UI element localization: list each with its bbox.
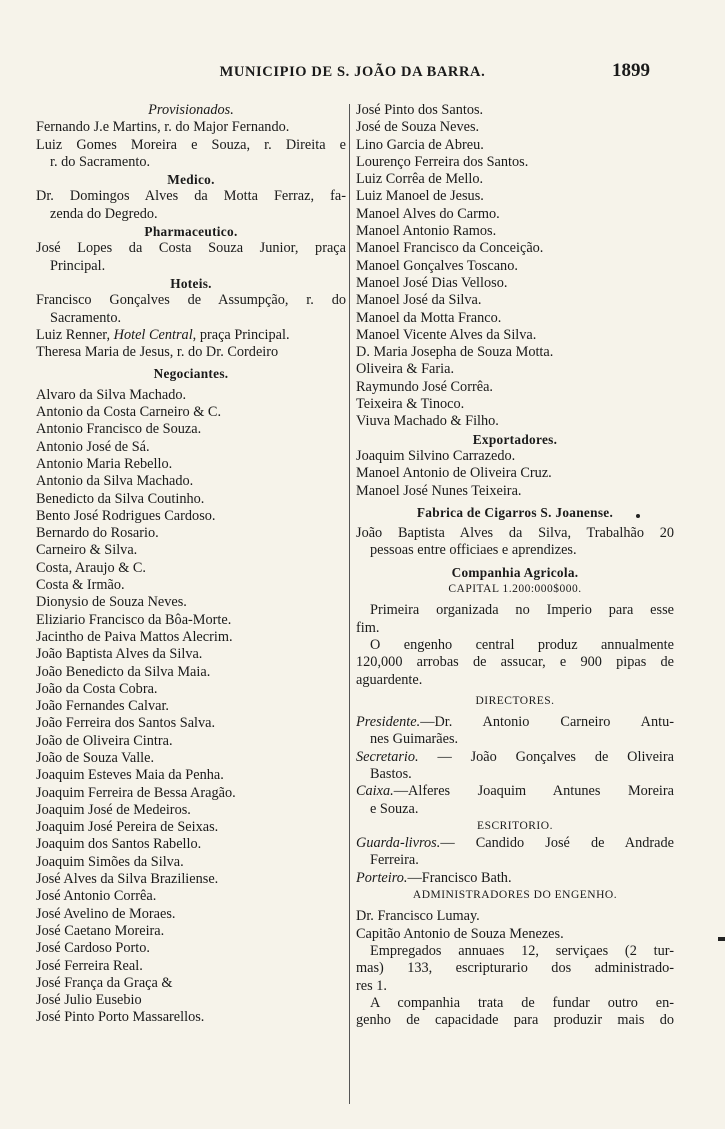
medico-entry-cont: zenda do Degredo. xyxy=(50,205,158,222)
negociante-entry: José Alves da Silva Braziliense. xyxy=(36,871,219,888)
paragraph-line: O engenho central produz annualmente xyxy=(370,636,674,653)
negociante-entry: Joaquim José Pereira de Seixas. xyxy=(36,819,219,836)
negociante-entry: José Ferreira Real. xyxy=(36,957,143,974)
page-title: MUNICIPIO DE S. JOÃO DA BARRA. xyxy=(219,64,486,80)
porteiro-name: —Francisco Bath. xyxy=(407,869,512,886)
caixa-label: Caixa. xyxy=(356,783,394,800)
left-column xyxy=(36,102,346,1027)
negociantes-list xyxy=(36,387,346,1027)
provisionado-entry: Luiz Gomes Moreira e Souza, r. Direita e xyxy=(36,136,346,153)
column-divider xyxy=(349,104,350,1104)
caixa-name: —Alferes Joaquim Antunes Moreira xyxy=(393,783,674,800)
negociantes-cont-list xyxy=(356,102,674,431)
presidente-entry-cont: nes Guimarães. xyxy=(370,731,459,748)
negociante-entry: Eliziario Francisco da Bôa-Morte. xyxy=(36,611,232,628)
hotel-name: Hotel Central xyxy=(113,326,193,343)
negociante-entry: Benedicto da Silva Coutinho. xyxy=(36,490,205,507)
provisionado-entry-cont: r. do Sacramento. xyxy=(50,153,151,170)
hoteis-heading: Hoteis. xyxy=(170,275,212,291)
paragraph-line: aguardente. xyxy=(356,671,423,688)
paragraph-line: Empregados annuaes 12, serviçaes (2 tur- xyxy=(370,942,674,959)
negociante-entry: Joaquim Simões da Silva. xyxy=(36,853,184,870)
negociante-entry: Antonio Francisco de Souza. xyxy=(36,421,202,438)
negociante-entry: Luiz Corrêa de Mello. xyxy=(356,171,484,188)
companhia-heading: Companhia Agricola. xyxy=(451,564,579,580)
negociante-entry: Bernardo do Rosario. xyxy=(36,525,159,542)
negociante-entry: Manoel Antonio Ramos. xyxy=(356,223,497,240)
provisionados-heading: Provisionados. xyxy=(148,102,234,118)
paragraph-line: fim. xyxy=(356,619,380,636)
exportador-entry: Manoel José Nunes Teixeira. xyxy=(356,482,522,499)
secretario-label: Secretario. xyxy=(356,748,419,765)
pharmaceutico-entry-cont: Principal. xyxy=(50,257,106,274)
fabrica-heading: Fabrica de Cigarros S. Joanense. xyxy=(416,504,614,520)
guarda-livros-label: Guarda-livros. xyxy=(356,835,441,852)
negociante-entry: Oliveira & Faria. xyxy=(356,361,455,378)
exportadores-heading: Exportadores. xyxy=(472,431,558,447)
exportadores-list xyxy=(356,448,674,500)
page-header xyxy=(0,60,725,90)
negociante-entry: João de Souza Valle. xyxy=(36,749,155,766)
paragraph-line: genho de capacidade para produzir mais do xyxy=(356,1012,674,1029)
porteiro-label: Porteiro. xyxy=(356,869,408,886)
negociante-entry: Alvaro da Silva Machado. xyxy=(36,386,187,403)
negociante-entry: Bento José Rodrigues Cardoso. xyxy=(36,507,216,524)
hotel-owner: Luiz Renner, xyxy=(36,326,114,343)
negociante-entry: Costa & Irmão. xyxy=(36,577,125,594)
hotel-entry-cont: Sacramento. xyxy=(50,309,122,326)
right-column xyxy=(356,102,674,1029)
negociante-entry: Luiz Manoel de Jesus. xyxy=(356,188,484,205)
presidente-label: Presidente. xyxy=(356,714,421,731)
negociante-entry: Teixeira & Tinoco. xyxy=(356,396,465,413)
hotel-address: , praça Principal. xyxy=(192,326,290,343)
negociante-entry: Antonio José de Sá. xyxy=(36,438,150,455)
hotel-entry: Theresa Maria de Jesus, r. do Dr. Cordeiro xyxy=(36,344,279,361)
negociante-entry: Antonio da Costa Carneiro & C. xyxy=(36,404,222,421)
negociante-entry: Manoel da Motta Franco. xyxy=(356,309,502,326)
medico-entry: Dr. Domingos Alves da Motta Ferraz, fa- xyxy=(36,188,346,205)
edge-mark xyxy=(718,937,725,941)
negociante-entry: João Fernandes Calvar. xyxy=(36,698,170,715)
negociante-entry: Dionysio de Souza Neves. xyxy=(36,594,187,611)
negociante-entry: Joaquim José de Medeiros. xyxy=(36,801,191,818)
negociante-entry: Lino Garcia de Abreu. xyxy=(356,136,484,153)
secretario-name: — João Gonçalves de Oliveira xyxy=(418,748,674,765)
exportador-entry: Manoel Antonio de Oliveira Cruz. xyxy=(356,465,552,482)
guarda-livros-entry xyxy=(356,835,674,852)
fabrica-entry: João Baptista Alves da Silva, Trabalhão 20 xyxy=(356,525,674,542)
secretario-entry-cont: Bastos. xyxy=(370,765,412,782)
negociante-entry: José de Souza Neves. xyxy=(356,119,480,136)
directores-heading: DIRECTORES. xyxy=(475,694,555,707)
escritorio-heading: ESCRITORIO. xyxy=(477,819,553,832)
hotel-entry xyxy=(36,327,346,344)
negociante-entry: Antonio Maria Rebello. xyxy=(36,455,173,472)
negociante-entry: Joaquim Ferreira de Bessa Aragão. xyxy=(36,784,236,801)
paragraph-line: mas) 133, escripturario dos administrado- xyxy=(356,960,674,977)
paragraph-line: A companhia trata de fundar outro en- xyxy=(370,994,674,1011)
negociante-entry: Manoel Gonçalves Toscano. xyxy=(356,257,518,274)
presidente-name: —Dr. Antonio Carneiro Antu- xyxy=(420,714,674,731)
capital-line: CAPITAL 1.200:000$000. xyxy=(448,583,582,596)
porteiro-entry xyxy=(356,870,674,887)
negociante-entry: José Antonio Corrêa. xyxy=(36,888,157,905)
negociante-entry: Jacintho de Paiva Mattos Alecrim. xyxy=(36,628,233,645)
caixa-entry xyxy=(356,783,674,800)
negociante-entry: José Caetano Moreira. xyxy=(36,922,165,939)
negociante-entry: José Pinto Porto Massarellos. xyxy=(36,1009,205,1026)
presidente-entry xyxy=(356,714,674,731)
negociante-entry: José Julio Eusebio xyxy=(36,992,142,1009)
administradores-heading: ADMINISTRADORES DO ENGENHO. xyxy=(412,889,618,902)
pharmaceutico-heading: Pharmaceutico. xyxy=(144,224,238,240)
negociante-entry: Antonio da Silva Machado. xyxy=(36,473,194,490)
negociante-entry: Joaquim Esteves Maia da Penha. xyxy=(36,767,224,784)
negociante-entry: João da Costa Cobra. xyxy=(36,680,158,697)
negociante-entry: Costa, Araujo & C. xyxy=(36,559,147,576)
negociantes-heading: Negociantes. xyxy=(153,366,229,382)
fabrica-entry-cont: pessoas entre officiaes e aprendizes. xyxy=(370,542,577,559)
negociante-entry: José Avelino de Moraes. xyxy=(36,905,176,922)
negociante-entry: João Baptista Alves da Silva. xyxy=(36,646,203,663)
secretario-entry xyxy=(356,749,674,766)
paragraph-line: Primeira organizada no Imperio para esse xyxy=(370,602,674,619)
negociante-entry: José França da Graça & xyxy=(36,974,173,991)
negociante-entry: Manoel José Dias Velloso. xyxy=(356,274,508,291)
negociante-entry: João Benedicto da Silva Maia. xyxy=(36,663,211,680)
negociante-entry: João Ferreira dos Santos Salva. xyxy=(36,715,216,732)
negociante-entry: Manoel José da Silva. xyxy=(356,292,482,309)
paragraph-line: res 1. xyxy=(356,977,387,994)
provisionado-entry: Fernando J.e Martins, r. do Major Fernando. xyxy=(36,119,290,136)
guarda-livros-name: — Candido José de Andrade xyxy=(440,835,674,852)
guarda-livros-entry-cont: Ferreira. xyxy=(370,852,419,869)
negociante-entry: Viuva Machado & Filho. xyxy=(356,413,499,430)
negociante-entry: Carneiro & Silva. xyxy=(36,542,138,559)
negociante-entry: João de Oliveira Cintra. xyxy=(36,732,173,749)
page-number: 1899 xyxy=(612,60,650,81)
paragraph-line: 120,000 arrobas de assucar, e 900 pipas de xyxy=(356,654,674,671)
administrador-entry: Capitão Antonio de Souza Menezes. xyxy=(356,925,564,942)
negociante-entry: Joaquim dos Santos Rabello. xyxy=(36,836,202,853)
negociante-entry: Raymundo José Corrêa. xyxy=(356,378,493,395)
exportador-entry: Joaquim Silvino Carrazedo. xyxy=(356,447,516,464)
medico-heading: Medico. xyxy=(167,172,215,188)
negociante-entry: Manoel Alves do Carmo. xyxy=(356,205,500,222)
hotel-entry: Francisco Gonçalves de Assumpção, r. do xyxy=(36,292,346,309)
negociante-entry: Manoel Francisco da Conceição. xyxy=(356,240,544,257)
pharmaceutico-entry: José Lopes da Costa Souza Junior, praça xyxy=(36,240,346,257)
negociante-entry: José Cardoso Porto. xyxy=(36,940,150,957)
negociante-entry: Lourenço Ferreira dos Santos. xyxy=(356,153,529,170)
print-speck xyxy=(636,514,640,518)
administrador-entry: Dr. Francisco Lumay. xyxy=(356,908,480,925)
negociante-entry: D. Maria Josepha de Souza Motta. xyxy=(356,344,554,361)
negociante-entry: Manoel Vicente Alves da Silva. xyxy=(356,326,537,343)
caixa-entry-cont: e Souza. xyxy=(370,800,419,817)
negociante-entry: José Pinto dos Santos. xyxy=(356,102,484,118)
